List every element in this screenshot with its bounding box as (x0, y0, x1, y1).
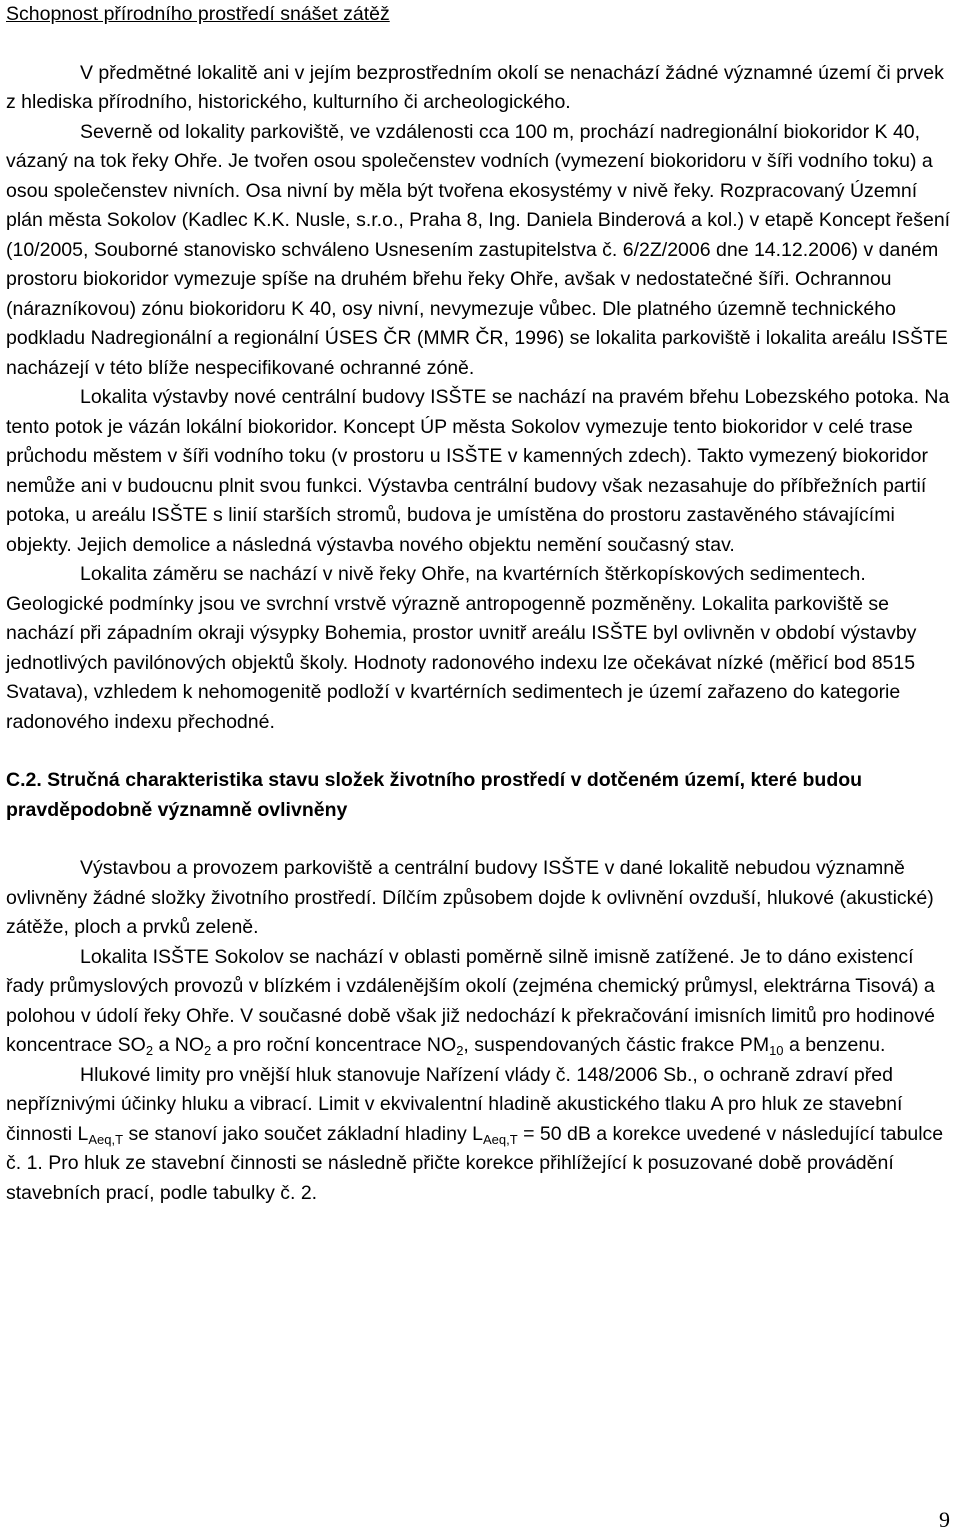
subscript: Aeq,T (482, 1131, 518, 1147)
paragraph: V předmětné lokalitě ani v jejím bezprostředním okolí se nenachází žádné významné území či prvek z hlediska přírodního, historického, kulturního či archeologického. (6, 61, 944, 113)
paragraph: Severně od lokality parkoviště, ve vzdálenosti cca 100 m, prochází nadregionální biokoridor K 40, vázaný na tok řeky Ohře. Je tvořen osou společenstev vodních (vymezení biokoridoru v šíři vodního toku) a osou společenstev nivních. Osa nivní by měla být tvořena ekosystémy v nivě řeky. Rozpracovaný Územní plán města Sokolov (Kadlec K.K. Nusle, s.r.o., Praha 8, Ing. Daniela Binderová a kol.) v etapě Koncept řešení (10/2005, Souborné stanovisko schváleno Usnesením zastupitelstva č. 6/2Z/2006 dne 14.12.2006) v daném prostoru biokoridor vymezuje spíše na druhém břehu řeky Ohře, avšak v nedostatečné šíři. Ochrannou (nárazníkovou) zónu biokoridoru K 40, osy nivní, nevymezuje vůbec. Dle platného územně technického podkladu Nadregionální a regionální ÚSES ČR (MMR ČR, 1996) se lokalita parkoviště i lokalita areálu ISŠTE nacházejí v této blíže nespecifikované ochranné zóně. (6, 120, 951, 379)
text-run: , suspendovaných částic frakce PM (463, 1034, 770, 1056)
subscript: Aeq,T (88, 1131, 124, 1147)
paragraph-air-quality (6, 943, 956, 1061)
text-run: = 50 dB a korekce uvedené v následující tabulce č. 1. Pro hluk ze stavební činnosti se následně přičte korekce přihlížející k posuzované době provádění stavebních prací, podle tabulky č. 2. (6, 1122, 944, 1204)
document-page (6, 0, 956, 1208)
text-run: se stanoví jako součet základní hladiny L (123, 1122, 483, 1145)
paragraph-noise-limits (6, 1061, 956, 1209)
text-run: a NO (153, 1034, 204, 1056)
subscript: 10 (769, 1043, 784, 1058)
subscript: 2 (204, 1043, 212, 1058)
text-run: Hlukové limity pro vnější hluk stanovuje Nařízení vlády č. 148/2006 Sb., o ochraně zdraví před nepříznivými účinky hluku a vibrací. Limit v ekvivalentní hladině akustického tlaku A pro hluk ze stavební činnosti L (6, 1063, 903, 1145)
subscript: 2 (145, 1043, 154, 1058)
subscript: 2 (456, 1043, 464, 1058)
text-run: a benzenu. (783, 1034, 886, 1056)
paragraph: Lokalita záměru se nachází v nivě řeky Ohře, na kvartérních štěrkopískových sedimentech. Geologické podmínky jsou ve svrchní vrstvě výrazně antropogenně pozměněny. Lokalita parkoviště se nachází při západním okraji výsypky Bohemia, prostor uvnitř areálu ISŠTE byl ovlivněn v období výstavby jednotlivých pavilónových objektů školy. Hodnoty radonového indexu lze očekávat nízké (měřicí bod 8515 Svatava), vzhledem k nehomogenitě podloží v kvartérních sedimentech je území zařazeno do kategorie radonového indexu přechodné. (6, 563, 917, 733)
section-heading: Schopnost přírodního prostředí snášet zátěž (6, 3, 390, 25)
text-run: Lokalita ISŠTE Sokolov se nachází v oblasti poměrně silně imisně zatížené. Je to dáno existencí řady průmyslových provozů v blízkém i vzdálenějším okolí (zejména chemický průmysl, elektrárna Tisová) a polohou v údolí řeky Ohře. V současné době však již nedochází k překračování imisních limitů pro hodinové koncentrace SO (6, 945, 935, 1056)
section-title: C.2. Stručná charakteristika stavu složek životního prostředí v dotčeném území, které budou pravděpodobně významně ovlivněny (6, 769, 863, 821)
text-run: a pro roční koncentrace NO (211, 1034, 457, 1056)
paragraph: Výstavbou a provozem parkoviště a centrální budovy ISŠTE v dané lokalitě nebudou významně ovlivněny žádné složky životního prostředí. Dílčím způsobem dojde k ovlivnění ovzduší, hlukové (akustické) zátěže, ploch a prvků zeleně. (6, 857, 934, 938)
paragraph: Lokalita výstavby nové centrální budovy ISŠTE se nachází na pravém břehu Lobezského potoka. Na tento potok je vázán lokální biokoridor. Koncept ÚP města Sokolov vymezuje tento biokoridor v celé trase průchodu městem v šíři vodního toku (v prostoru u ISŠTE v kamenných zdech). Takto vymezený biokoridor nemůže ani v budoucnu plnit svou funkci. Výstavba centrální budovy však nezasahuje do příbřežních partií potoka, u areálu ISŠTE s linií starších stromů, budova je umístěna do prostoru zastavěného stávajícími objekty. Jejich demolice a následná výstavba nového objektu nemění současný stav. (6, 386, 950, 556)
page-number: 9 (939, 1507, 950, 1532)
